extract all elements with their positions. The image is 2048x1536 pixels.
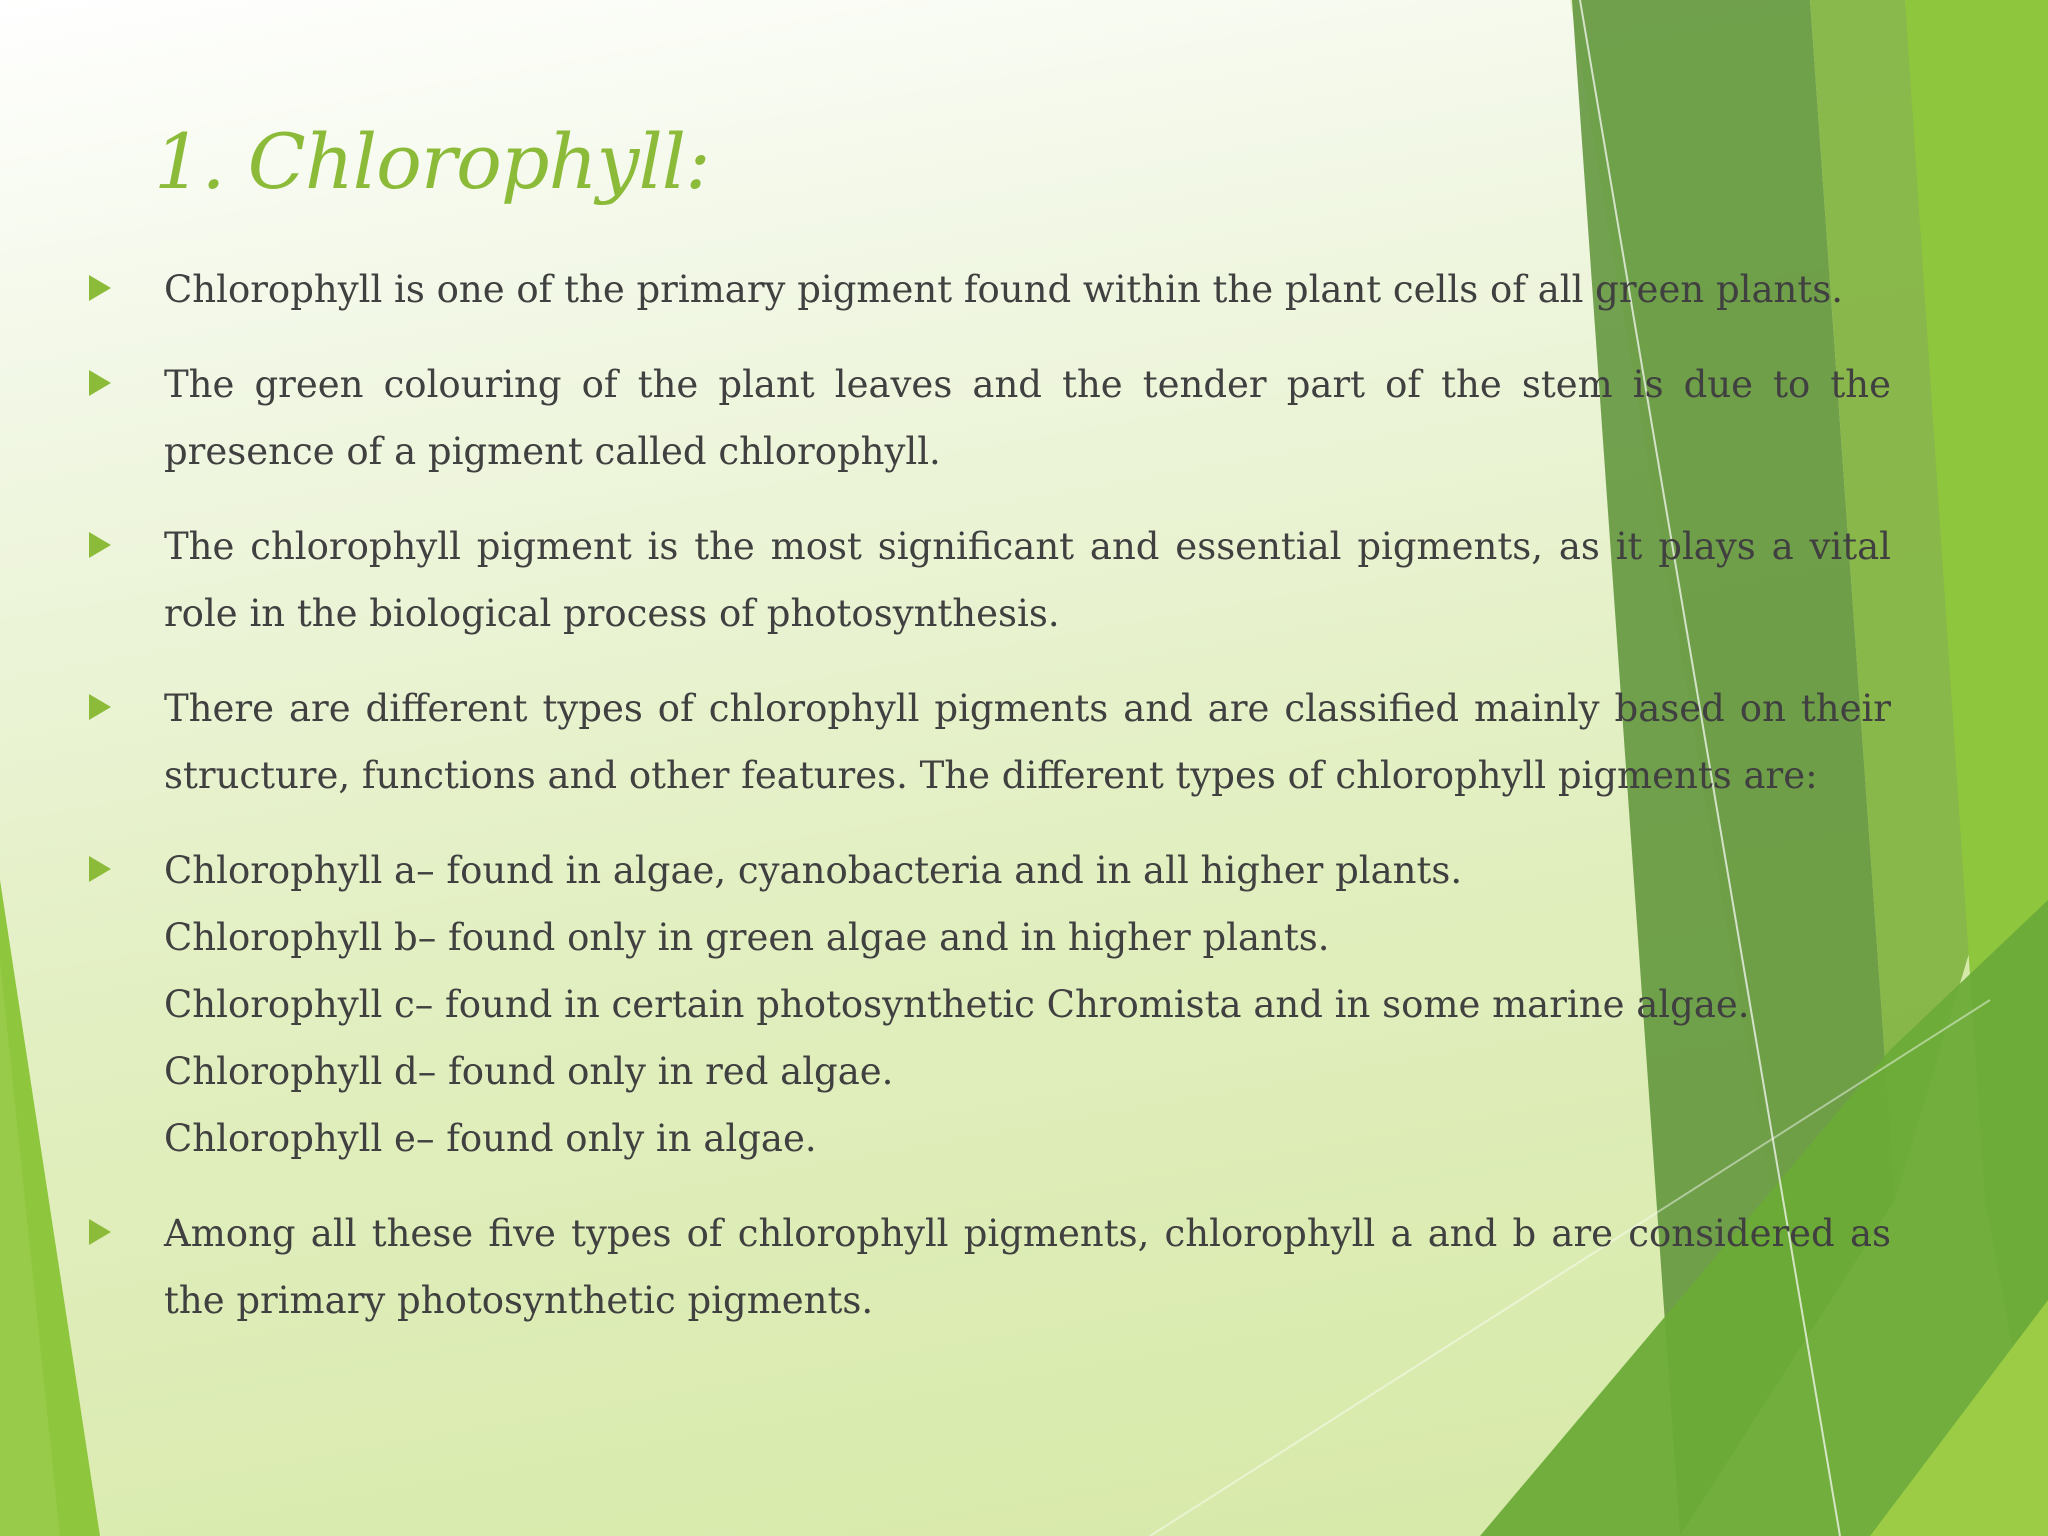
bullet-item <box>164 513 1891 647</box>
bullet-item <box>164 1200 1891 1334</box>
bullet-arrow-icon <box>89 532 111 558</box>
bullet-item-types <box>164 837 1891 1172</box>
chlorophyll-type-b: Chlorophyll b– found only in green algae and in higher plants. <box>164 916 1330 959</box>
bullet-text: Among all these five types of chlorophyll pigments, chlorophyll a and b are considered as the primary photosynthetic pigments. <box>164 1212 1891 1322</box>
chlorophyll-type-c: Chlorophyll c– found in certain photosynthetic Chromista and in some marine algae. <box>164 983 1750 1026</box>
bullet-arrow-icon <box>89 275 111 301</box>
bullet-list <box>164 256 1891 1362</box>
bullet-item <box>164 256 1891 323</box>
chlorophyll-type-a: Chlorophyll a– found in algae, cyanobacteria and in all higher plants. <box>164 849 1463 892</box>
bullet-text: The green colouring of the plant leaves and the tender part of the stem is due to the presence of a pigment called chlorophyll. <box>164 363 1891 473</box>
bullet-item <box>164 675 1891 809</box>
chlorophyll-type-d: Chlorophyll d– found only in red algae. <box>164 1050 894 1093</box>
chlorophyll-type-e: Chlorophyll e– found only in algae. <box>164 1117 817 1160</box>
bullet-text: Chlorophyll is one of the primary pigment found within the plant cells of all green plants. <box>164 268 1843 311</box>
bullet-text: There are different types of chlorophyll pigments and are classified mainly based on their structure, functions and other features. The different types of chlorophyll pigments are: <box>164 687 1891 797</box>
bullet-text: The chlorophyll pigment is the most significant and essential pigments, as it plays a vital role in the biological process of photosynthesis. <box>164 525 1891 635</box>
bullet-item <box>164 351 1891 485</box>
bullet-arrow-icon <box>89 694 111 720</box>
slide-title: 1. Chlorophyll: <box>154 117 710 206</box>
bullet-arrow-icon <box>89 1219 111 1245</box>
bullet-arrow-icon <box>89 856 111 882</box>
bullet-arrow-icon <box>89 370 111 396</box>
